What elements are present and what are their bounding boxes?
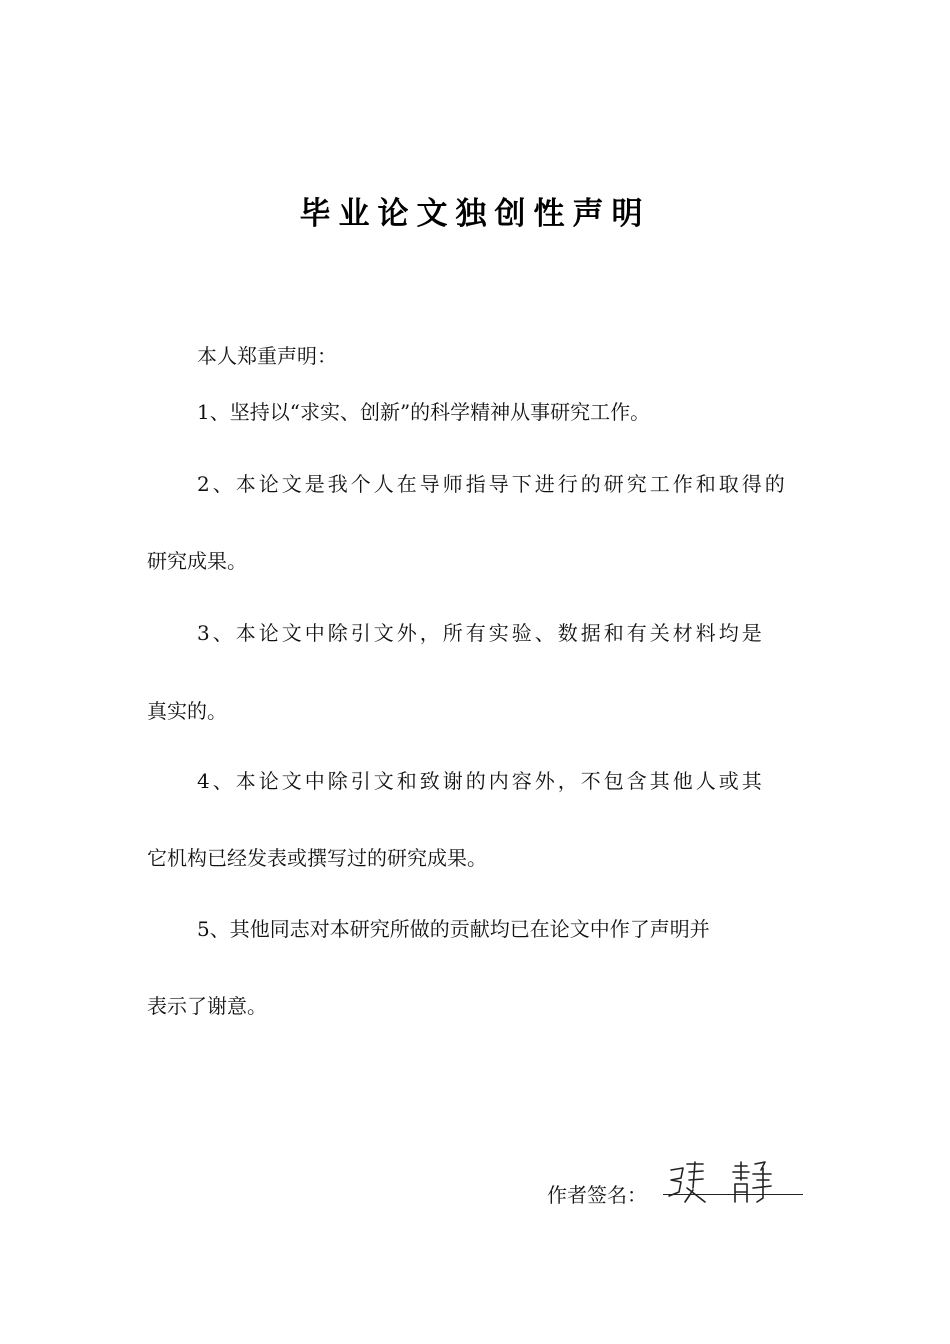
item-5-line-2: 表示了谢意。 [147,994,267,1018]
item-3-line-2: 真实的。 [147,699,227,723]
item-4-line-2: 它机构已经发表或撰写过的研究成果。 [147,846,487,870]
page-title: 毕业论文独创性声明 [299,196,651,232]
item-4-line-1: 4、本论文中除引文和致谢的内容外，不包含其他人或其 [197,769,765,793]
item-2-line-1: 2、本论文是我个人在导师指导下进行的研究工作和取得的 [197,472,788,496]
signature-label: 作者签名： [547,1183,647,1207]
item-2-line-2: 研究成果。 [147,549,247,573]
item-1-text: 1、坚持以“求实、创新”的科学精神从事研究工作。 [197,400,651,424]
intro-text: 本人郑重声明： [197,344,337,368]
handwritten-signature-icon [663,1158,803,1208]
item-3-line-1: 3、本论文中除引文外，所有实验、数据和有关材料均是 [197,621,765,645]
item-5-line-1: 5、其他同志对本研究所做的贡献均已在论文中作了声明并 [197,917,710,941]
